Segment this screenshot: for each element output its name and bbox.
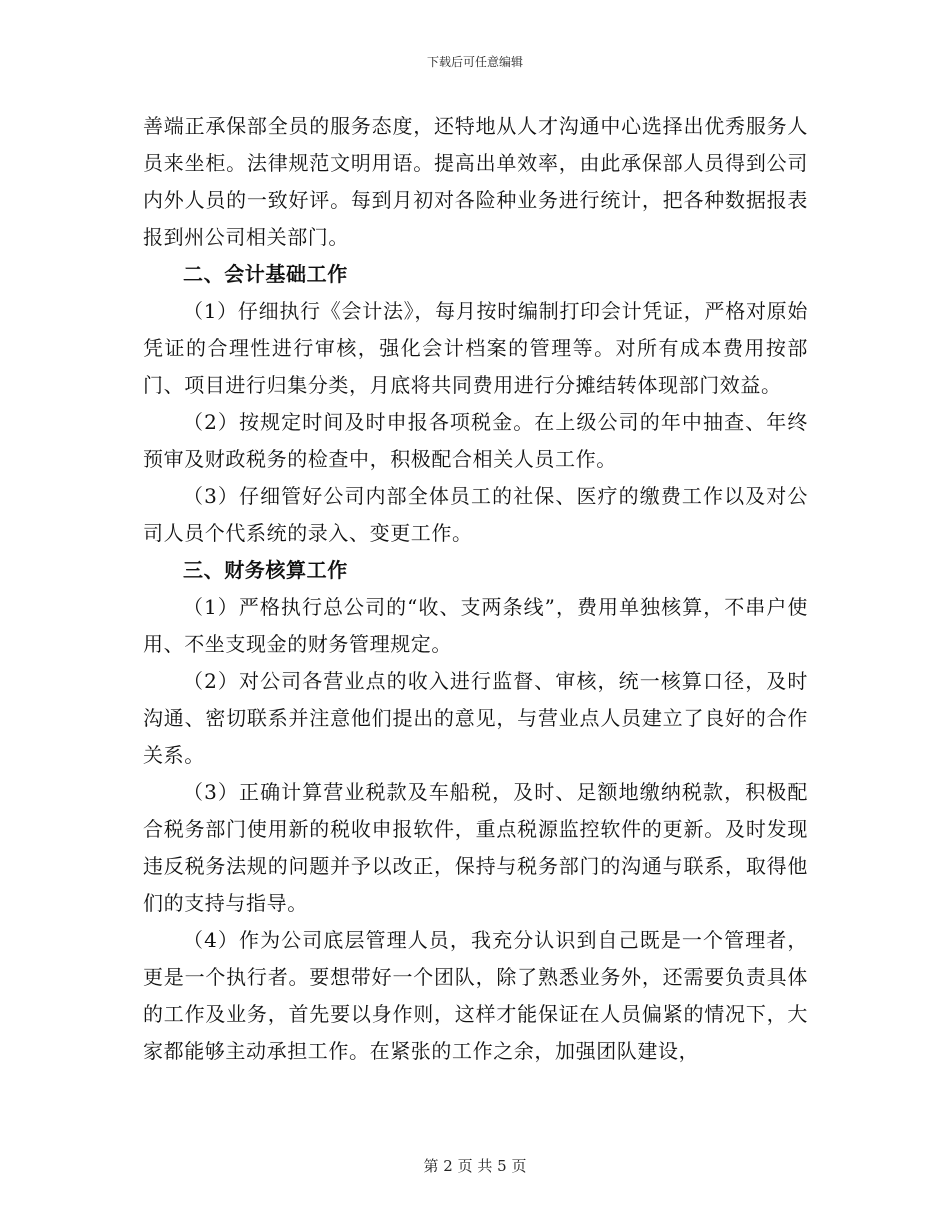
paragraph-financial-3: （3）正确计算营业税款及车船税，及时、足额地缴纳税款，积极配合税务部门使用新的税收申报软件，重点税源监控软件的更新。及时发现违反税务法规的问题并予以改正，保持与税务部门的沟通与联系，取得他们的支持与指导。 [143,780,808,915]
page-number-footer: 第 2 页 共 5 页 [423,1157,527,1175]
paragraph-accounting-2: （2）按规定时间及时申报各项税金。在上级公司的年中抽查、年终预审及财政税务的检查中，积极配合相关人员工作。 [143,410,808,471]
paragraph-accounting-3: （3）仔细管好公司内部全体员工的社保、医疗的缴费工作以及对公司人员个代系统的录入、变更工作。 [143,484,808,545]
section-heading-financial-accounting: 三、财务核算工作 [183,558,348,582]
page-header: 下载后可任意编辑 [426,55,523,69]
paragraph-financial-4: （4）作为公司底层管理人员，我充分认识到自己既是一个管理者，更是一个执行者。要想带好一个团队，除了熟悉业务外，还需要负责具体的工作及业务，首先要以身作则，这样才能保证在人员偏紧的情况下，大家都能够主动承担工作。在紧张的工作之余，加强团队建设， [143,928,808,1063]
section-heading-accounting-basics: 二、会计基础工作 [183,262,348,286]
paragraph-continuation: 善端正承保部全员的服务态度，还特地从人才沟通中心选择出优秀服务人员来坐柜。法律规范文明用语。提高出单效率，由此承保部人员得到公司内外人员的一致好评。每到月初对各险种业务进行统计，把各种数据报表报到州公司相关部门。 [143,114,808,249]
paragraph-financial-2: （2）对公司各营业点的收入进行监督、审核，统一核算口径，及时沟通、密切联系并注意他们提出的意见，与营业点人员建立了良好的合作关系。 [143,669,808,767]
paragraph-accounting-1: （1）仔细执行《会计法》，每月按时编制打印会计凭证，严格对原始凭证的合理性进行审核，强化会计档案的管理等。对所有成本费用按部门、项目进行归集分类，月底将共同费用进行分摊结转体现部门效益。 [143,299,808,397]
paragraph-financial-1: （1）严格执行总公司的“收、支两条线”，费用单独核算，不串户使用、不坐支现金的财务管理规定。 [143,595,808,656]
document-body [143,108,808,1070]
